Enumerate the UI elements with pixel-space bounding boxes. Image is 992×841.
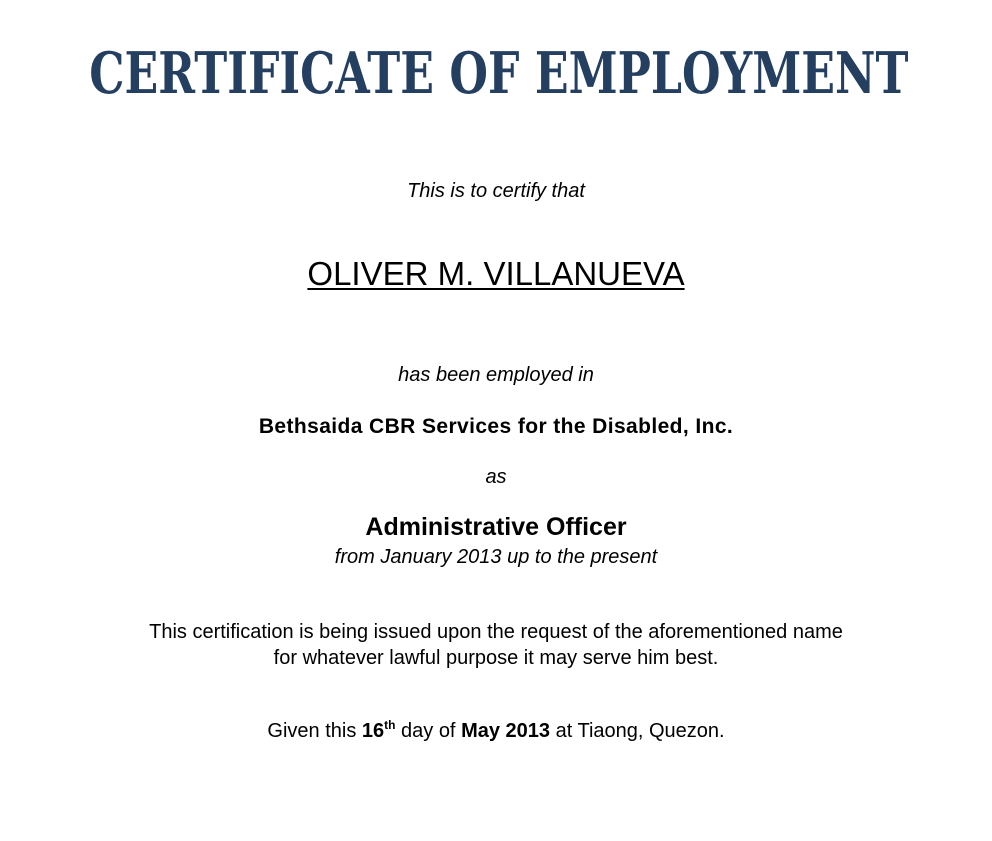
given-day: 16 xyxy=(361,720,385,742)
given-suffix: at Tiaong, Quezon. xyxy=(550,720,725,742)
purpose-line-1: This certification is being issued upon the request of the aforementioned name xyxy=(149,621,843,643)
employee-name: OLIVER M. VILLANUEVA xyxy=(307,255,685,292)
job-position: Administrative Officer xyxy=(365,513,627,541)
certificate-title: CERTIFICATE OF EMPLOYMENT xyxy=(89,39,909,107)
given-year: 2013 xyxy=(505,720,551,742)
intro-text: This is to certify that xyxy=(407,180,585,202)
given-prefix: Given this xyxy=(267,720,362,742)
employment-period: from January 2013 up to the present xyxy=(334,546,658,568)
issue-statement xyxy=(0,717,992,745)
company-name: Bethsaida CBR Services for the Disabled, Inc. xyxy=(258,415,734,438)
as-word: as xyxy=(485,466,507,488)
given-day-suffix: th xyxy=(384,718,396,732)
given-middle: day of xyxy=(395,720,462,742)
purpose-line-2: for whatever lawful purpose it may serve him best. xyxy=(273,647,719,669)
employed-phrase: has been employed in xyxy=(398,364,594,386)
given-month: May xyxy=(461,720,500,742)
